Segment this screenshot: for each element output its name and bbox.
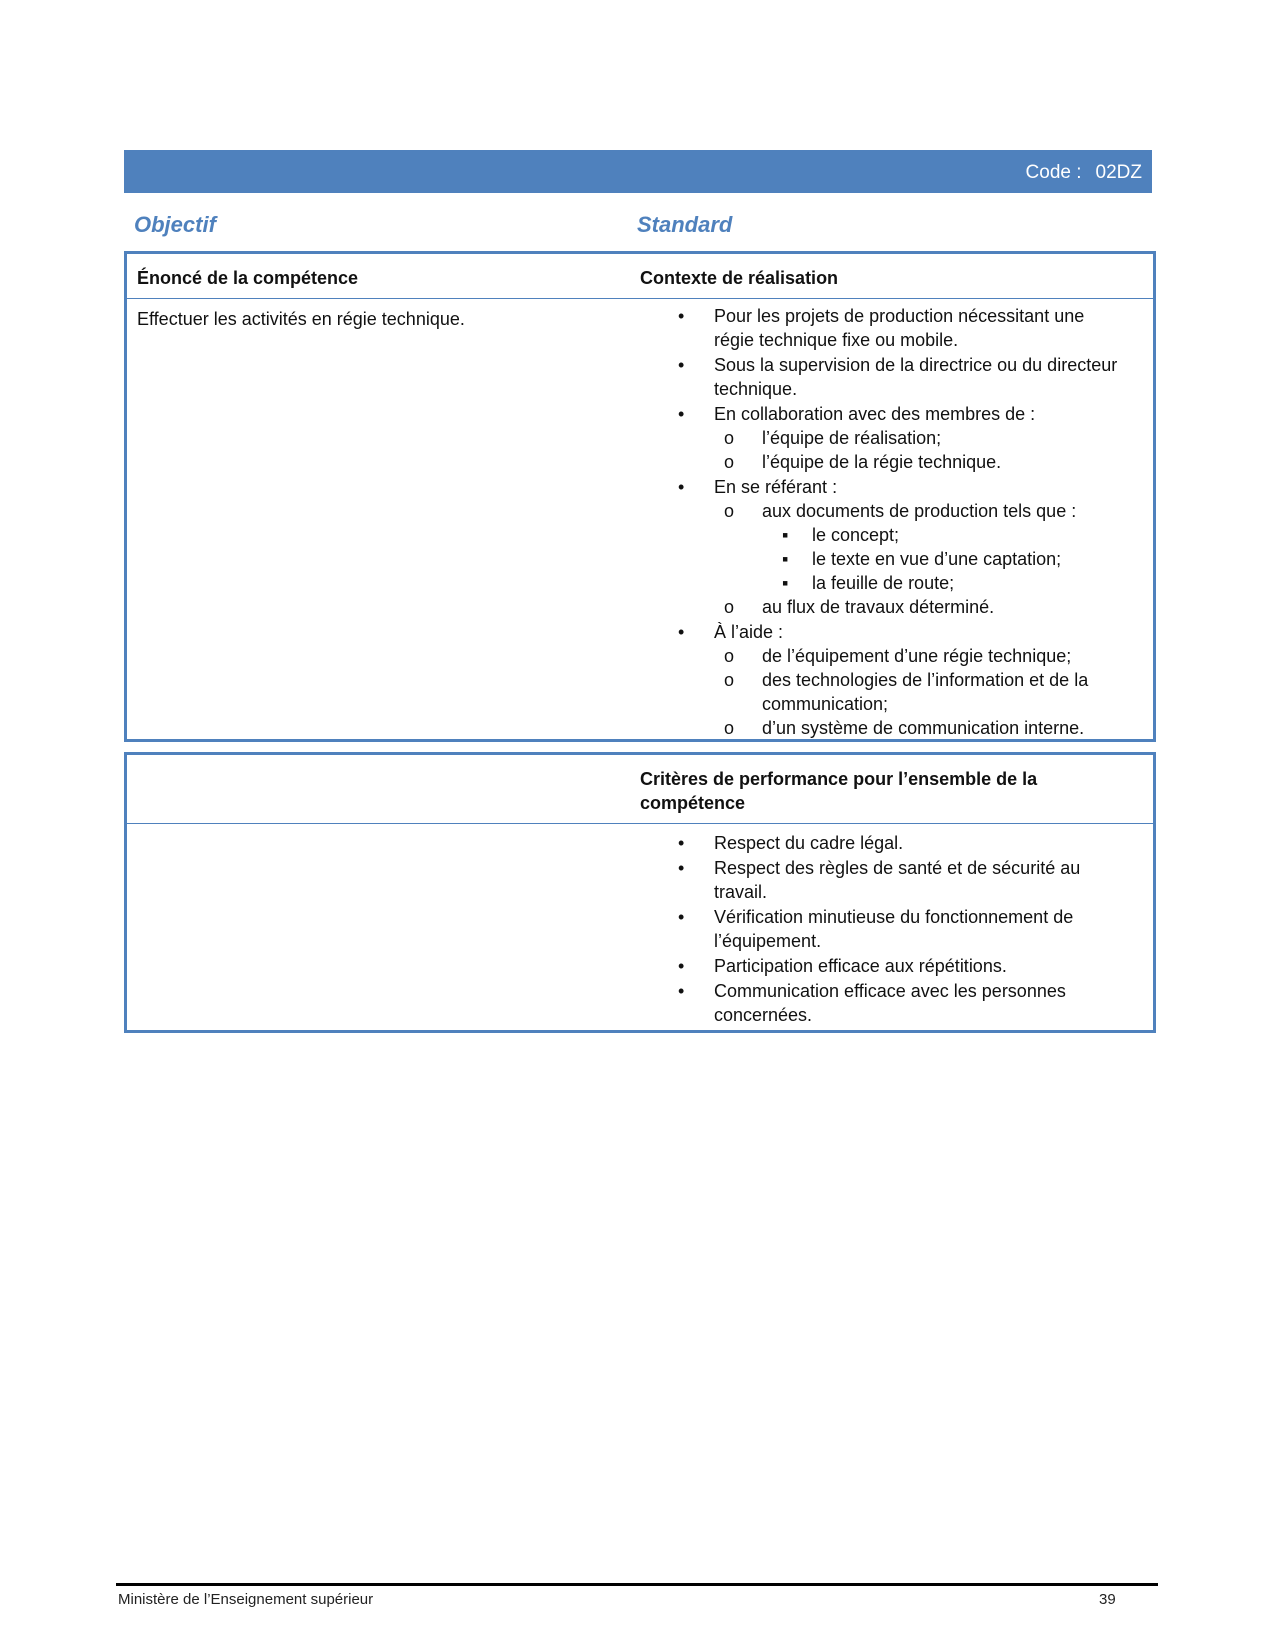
list-item: • Respect du cadre légal. (678, 831, 1118, 855)
enonce-heading: Énoncé de la compétence (137, 268, 359, 288)
list-item: • En se référant : o aux documents de production tels que : ▪ le concept; ▪ le texte en vue d’une captation; ▪ la feuille de route; o au flux de travaux déterminé. (678, 475, 1118, 619)
sub-list-item: o des technologies de l’information et de la communication; (724, 668, 1118, 716)
footer-rule (116, 1583, 1158, 1586)
table-divider (127, 823, 1153, 824)
contexte-heading: Contexte de réalisation (640, 268, 839, 288)
list-item: • Sous la supervision de la directrice ou du directeur technique. (678, 353, 1118, 401)
criteria-table (124, 752, 1156, 1033)
sub-list-item: o de l’équipement d’une régie technique; (724, 644, 1118, 668)
header-banner (124, 150, 1152, 193)
list-item: • Communication efficace avec les personnes concernées. (678, 979, 1118, 1027)
footer-ministry: Ministère de l’Enseignement supérieur (118, 1591, 374, 1608)
list-item: • Participation efficace aux répétitions. (678, 954, 1118, 978)
sub-list-item: o l’équipe de la régie technique. (724, 450, 1118, 474)
code-label-text: Code : (1025, 162, 1082, 183)
sub-list-item: o l’équipe de réalisation; (724, 426, 1118, 450)
code-value: 02DZ (1095, 162, 1142, 183)
table-divider (127, 298, 1153, 299)
page-number: 39 (1099, 1591, 1116, 1608)
criteres-heading: Critères de performance pour l’ensemble de la compétence (640, 769, 1038, 813)
context-list (678, 304, 1118, 741)
sub-sub-list-item: ▪ le texte en vue d’une captation; (782, 547, 1118, 571)
code-label (1026, 162, 1142, 184)
competence-statement: Effectuer les activités en régie technique. (137, 309, 465, 329)
standard-heading: Standard (637, 212, 733, 237)
list-item: • Vérification minutieuse du fonctionnement de l’équipement. (678, 905, 1118, 953)
sub-list-item: o d’un système de communication interne. (724, 716, 1118, 740)
sub-list-item: o au flux de travaux déterminé. (724, 595, 1118, 619)
list-item: • Pour les projets de production nécessitant une régie technique fixe ou mobile. (678, 304, 1118, 352)
sub-list-item: o aux documents de production tels que : ▪ le concept; ▪ le texte en vue d’une captation; ▪ la feuille de route; (724, 499, 1118, 595)
list-item: • Respect des règles de santé et de sécurité au travail. (678, 856, 1118, 904)
competence-table (124, 251, 1156, 742)
sub-sub-list-item: ▪ la feuille de route; (782, 571, 1118, 595)
sub-sub-list-item: ▪ le concept; (782, 523, 1118, 547)
list-item: • En collaboration avec des membres de : o l’équipe de réalisation; o l’équipe de la régie technique. (678, 402, 1118, 474)
list-item: • À l’aide : o de l’équipement d’une régie technique; o des technologies de l’information et de la communication; o d’un système de communication interne. (678, 620, 1118, 740)
objectif-heading: Objectif (134, 212, 216, 237)
criteria-list (678, 831, 1118, 1028)
